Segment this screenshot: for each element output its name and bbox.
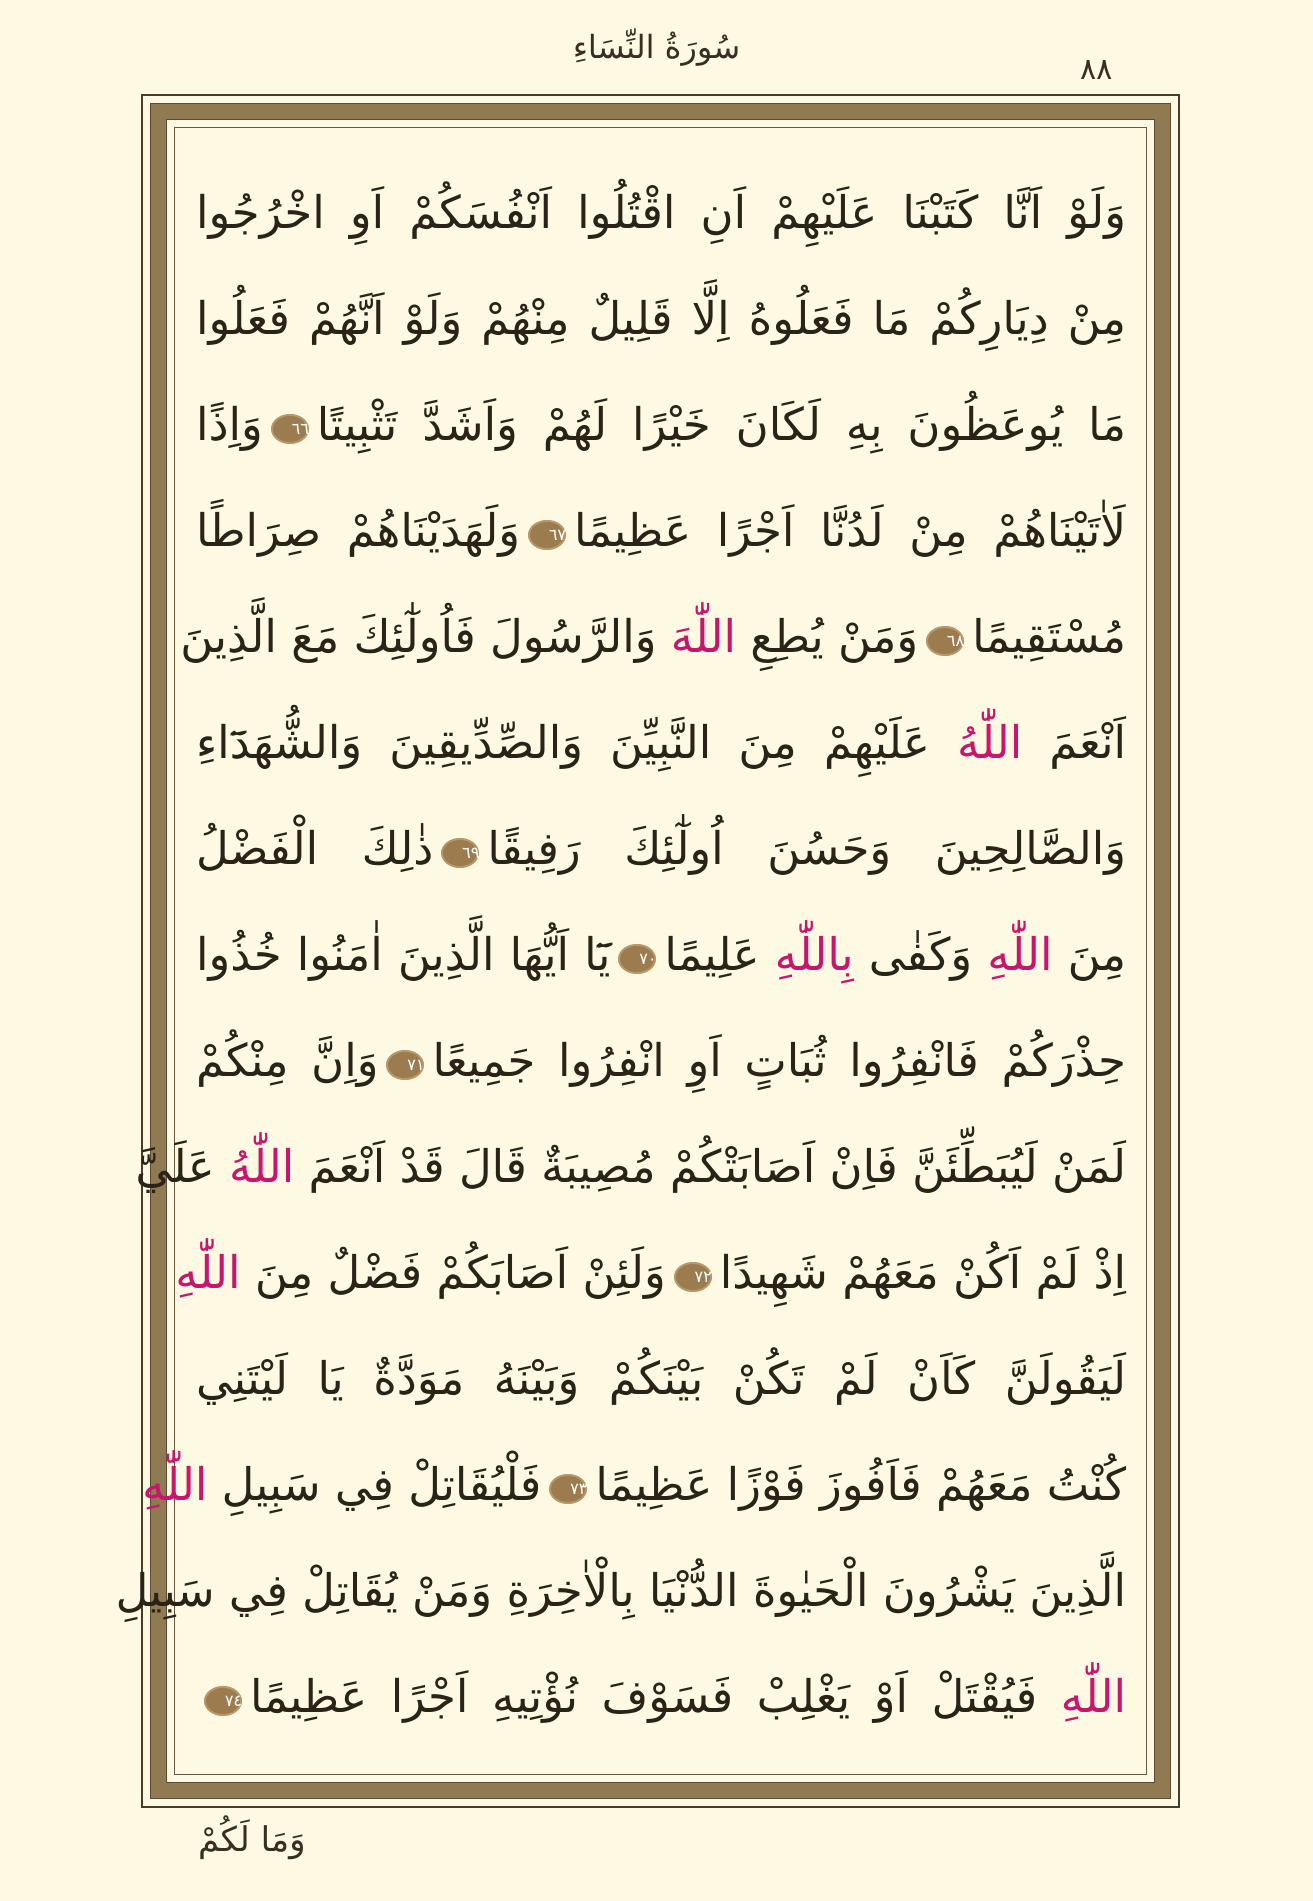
page-number: ٨٨ xyxy=(1080,52,1113,87)
verse-text: حِذْرَكُمْ فَانْفِرُوا ثُبَاتٍ اَوِ انْفِرُوا جَمِيعًا xyxy=(432,1034,1126,1087)
text-line xyxy=(196,690,1126,796)
verse-number-marker: ٧٠ xyxy=(618,944,656,974)
verse-text: وَاِنَّ مِنْكُمْ xyxy=(196,1034,379,1087)
verse-text: لَاٰتَيْنَاهُمْ مِنْ لَدُنَّا اَجْرًا عَظِيمًا xyxy=(574,504,1126,557)
verse-text: عَلَيَّ xyxy=(135,1140,229,1193)
verse-number-marker: ٦٦ xyxy=(271,414,309,444)
text-line xyxy=(196,266,1126,372)
text-line xyxy=(196,1326,1126,1432)
divine-name: اللّٰهَ xyxy=(670,610,736,663)
verse-text: مِنْ دِيَارِكُمْ مَا فَعَلُوهُ اِلَّا قَلِيلٌ مِنْهُمْ وَلَوْ اَنَّهُمْ فَعَلُوا xyxy=(196,292,1126,345)
verse-text: الَّذِينَ يَشْرُونَ الْحَيٰوةَ الدُّنْيَا بِالْاٰخِرَةِ وَمَنْ يُقَاتِلْ فِي سَبِيلِ xyxy=(115,1564,1126,1617)
text-line xyxy=(196,902,1126,1008)
quran-text-block xyxy=(115,160,1126,1760)
footer-catchword: وَمَا لَكُمْ xyxy=(198,1820,306,1860)
verse-number-marker: ٧٢ xyxy=(674,1262,712,1292)
divine-name: اللّٰهُ xyxy=(228,1140,295,1193)
verse-text: وَالرَّسُولَ فَاُولٰٓئِكَ مَعَ الَّذِينَ xyxy=(180,610,671,663)
text-line xyxy=(196,372,1126,478)
verse-text: وَلَئِنْ اَصَابَكُمْ فَضْلٌ مِنَ xyxy=(240,1246,666,1299)
verse-number-marker: ٧١ xyxy=(386,1050,424,1080)
verse-text: لَيَقُولَنَّ كَاَنْ لَمْ تَكُنْ بَيْنَكُمْ وَبَيْنَهُ مَوَدَّةٌ يَا لَيْتَنِي xyxy=(196,1352,1126,1405)
verse-text: عَلَيْهِمْ مِنَ النَّبِيِّنَ وَالصِّدِّيقِينَ وَالشُّهَدَٓاءِ xyxy=(196,716,957,769)
text-line xyxy=(196,160,1126,266)
verse-text: ذٰلِكَ الْفَضْلُ xyxy=(196,822,434,875)
verse-text: وَلَوْ اَنَّا كَتَبْنَا عَلَيْهِمْ اَنِ اقْتُلُوا اَنْفُسَكُمْ اَوِ اخْرُجُوا xyxy=(196,186,1126,239)
verse-text: مِنَ xyxy=(1052,928,1126,981)
text-line xyxy=(196,1644,1126,1750)
verse-text: اَنْعَمَ xyxy=(1022,716,1126,769)
divine-name: اللّٰهِ xyxy=(1060,1670,1126,1723)
verse-text: اِذْ لَمْ اَكُنْ مَعَهُمْ شَهِيدًا xyxy=(719,1246,1126,1299)
verse-number-marker: ٧٤ xyxy=(204,1686,242,1716)
text-line xyxy=(175,1220,1126,1326)
text-line xyxy=(196,478,1126,584)
text-line xyxy=(142,1432,1126,1538)
verse-number-marker: ٦٨ xyxy=(926,626,964,656)
verse-text: وَاِذًا xyxy=(196,398,263,451)
divine-name: اللّٰهُ xyxy=(956,716,1023,769)
verse-text: مُسْتَقِيمًا xyxy=(972,610,1126,663)
verse-text: وَمَنْ يُطِعِ xyxy=(736,610,919,663)
text-line xyxy=(180,584,1126,690)
text-line xyxy=(196,1008,1126,1114)
verse-text: فَلْيُقَاتِلْ فِي سَبِيلِ xyxy=(207,1458,542,1511)
divine-name: اللّٰهِ xyxy=(142,1458,208,1511)
verse-number-marker: ٧٣ xyxy=(549,1474,587,1504)
divine-name: اللّٰهِ xyxy=(987,928,1053,981)
verse-text: وَلَهَدَيْنَاهُمْ صِرَاطًا xyxy=(196,504,521,557)
verse-text: يَٓا اَيُّهَا الَّذِينَ اٰمَنُوا خُذُوا xyxy=(196,928,611,981)
verse-number-marker: ٦٩ xyxy=(441,838,479,868)
verse-text: وَالصَّالِحِينَ وَحَسُنَ اُولٰٓئِكَ رَفِيقًا xyxy=(487,822,1126,875)
verse-text: مَا يُوعَظُونَ بِهِ لَكَانَ خَيْرًا لَهُمْ وَاَشَدَّ تَثْبِيتًا xyxy=(316,398,1126,451)
verse-text: فَيُقْتَلْ اَوْ يَغْلِبْ فَسَوْفَ نُؤْتِيهِ اَجْرًا عَظِيمًا xyxy=(250,1670,1061,1723)
text-line xyxy=(196,796,1126,902)
divine-name: بِاللّٰهِ xyxy=(774,928,854,981)
verse-text: كُنْتُ مَعَهُمْ فَاَفُوزَ فَوْزًا عَظِيمًا xyxy=(595,1458,1126,1511)
verse-text: وَكَفٰى xyxy=(853,928,988,981)
verse-text: عَلِيمًا xyxy=(664,928,775,981)
surah-title: سُورَةُ النِّسَاءِ xyxy=(572,28,741,66)
verse-number-marker: ٦٧ xyxy=(528,520,566,550)
text-line xyxy=(135,1114,1126,1220)
text-line xyxy=(115,1538,1126,1644)
divine-name: اللّٰهِ xyxy=(175,1246,241,1299)
verse-text: لَمَنْ لَيُبَطِّئَنَّ فَاِنْ اَصَابَتْكُمْ مُصِيبَةٌ قَالَ قَدْ اَنْعَمَ xyxy=(294,1140,1126,1193)
